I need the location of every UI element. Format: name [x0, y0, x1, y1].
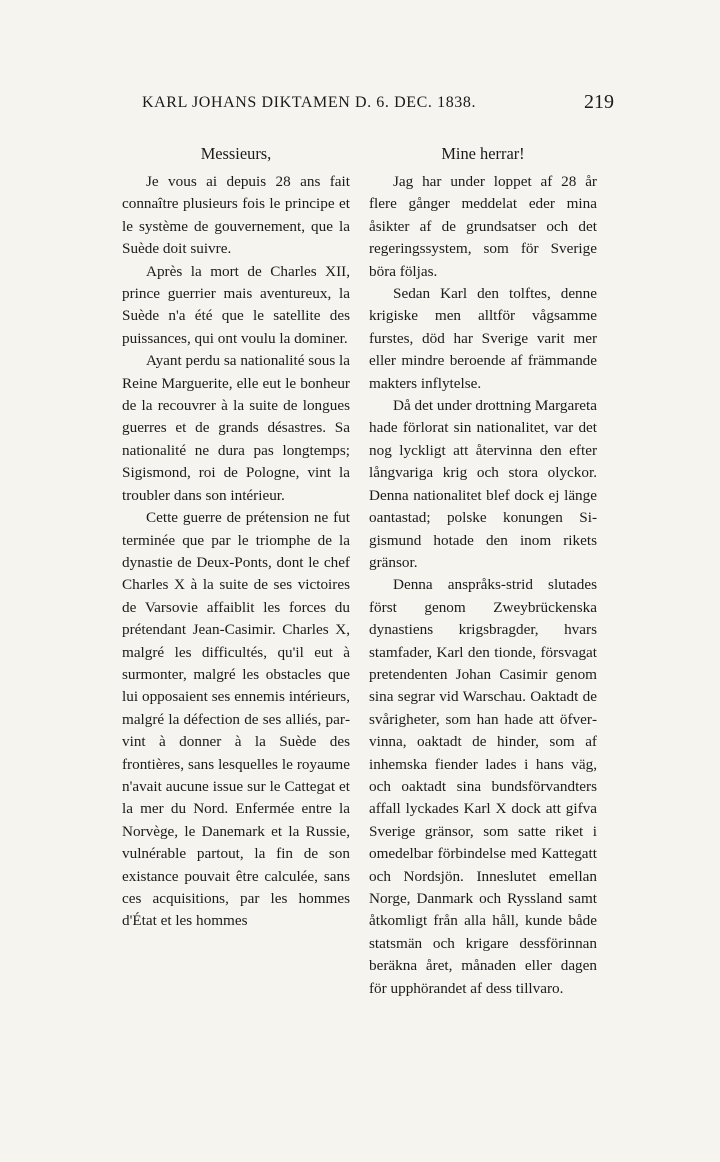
- swedish-salutation: Mine herrar!: [441, 144, 525, 163]
- swedish-paragraph-1: Jag har under loppet af 28 år flere gånger meddelat eder mina åsikter af de grundsatser och det regeringssystem, som för Sverige böra följas.: [369, 173, 597, 280]
- running-header: [142, 91, 614, 118]
- french-paragraph-2: Après la mort de Charles XII, prince guerrier mais aventureux, la Suède n'a été que le satellite des puissances, qui ont voulu la dominer.: [122, 262, 350, 347]
- swedish-paragraph-3: Då det under drottning Margareta hade förlorat sin nationalitet, var det nog lyckligt att återvinna den efter långvariga krig och stora olyckor. Denna nationalitet blef dock ej länge oantastad; polske konungen Sigismund hotade den inom rikets gränsor.: [369, 397, 597, 571]
- french-paragraph-4: Cette guerre de prétension ne fut terminée que par le triomphe de la dynastie de Deux-Ponts, dont le chef Charles X à la suite de ses victoires de Varsovie affaiblit les forces du prétendant Jean-Casimir. Charles X, malgré les difficultés, qu'il eut à surmonter, malgré les obstacles que lui opposaient ses ennemis intérieurs, malgré la défection de ses alliés, parvint à donner à la Suède des frontières, sans lesquelles le royaume n'avait aucune issue sur le Cattegat et la mer du Nord. Enfermée entre la Norvège, le Danemark et la Russie, vulnérable partout, la fin de son existance pouvait être calculée, sans ces acquisitions, par les hommes d'État et les hommes: [122, 509, 350, 930]
- swedish-paragraph-2: Sedan Karl den tolftes, denne krigiske men alltför vågsamme furstes, död har Sverige varit mer eller mindre beroende af främmande makters inflytelse.: [369, 285, 597, 392]
- swedish-column: [369, 143, 597, 1000]
- french-paragraph-3: Ayant perdu sa nationalité sous la Reine Marguerite, elle eut le bonheur de la recouvrer à la suite de longues guerres et de grands désastres. Sa nationalité ne dura pas longtemps; Sigismond, roi de Pologne, vint la troubler dans son intérieur.: [122, 352, 351, 504]
- french-salutation: Messieurs,: [200, 144, 272, 163]
- french-paragraph-1: Je vous ai depuis 28 ans fait connaître plusieurs fois le principe et le système de gouvernement, que la Suède doit suivre.: [122, 173, 350, 258]
- page-number: 219: [584, 91, 614, 113]
- french-column: [122, 143, 350, 933]
- running-title: KARL JOHANS DIKTAMEN D. 6. DEC. 1838.: [142, 94, 477, 111]
- swedish-paragraph-4: Denna anspråks-strid slutades först genom Zweybrückenska dynastiens krigsbragder, hvars stamfader, Karl den tionde, försvagat pretendenten Johan Casimir genom sina segrar vid Warschau. Oaktadt de svårigheter, som han hade att öfvervinna, oaktadt de hinder, som af inhemska fiender lades i hans väg, och oaktadt sina bundsförvandters affall lyckades Karl X dock att gifva Sverige gränsor, som satte riket i omedelbar förbindelse med Kattegatt och Nordsjön. Inneslutet emellan Norge, Danmark och Ryssland samt åtkomligt från alla håll, kunde både statsmän och krigare dessförinnan beräkna året, månaden eller dagen för upphörandet af dess tillvaro.: [369, 576, 597, 997]
